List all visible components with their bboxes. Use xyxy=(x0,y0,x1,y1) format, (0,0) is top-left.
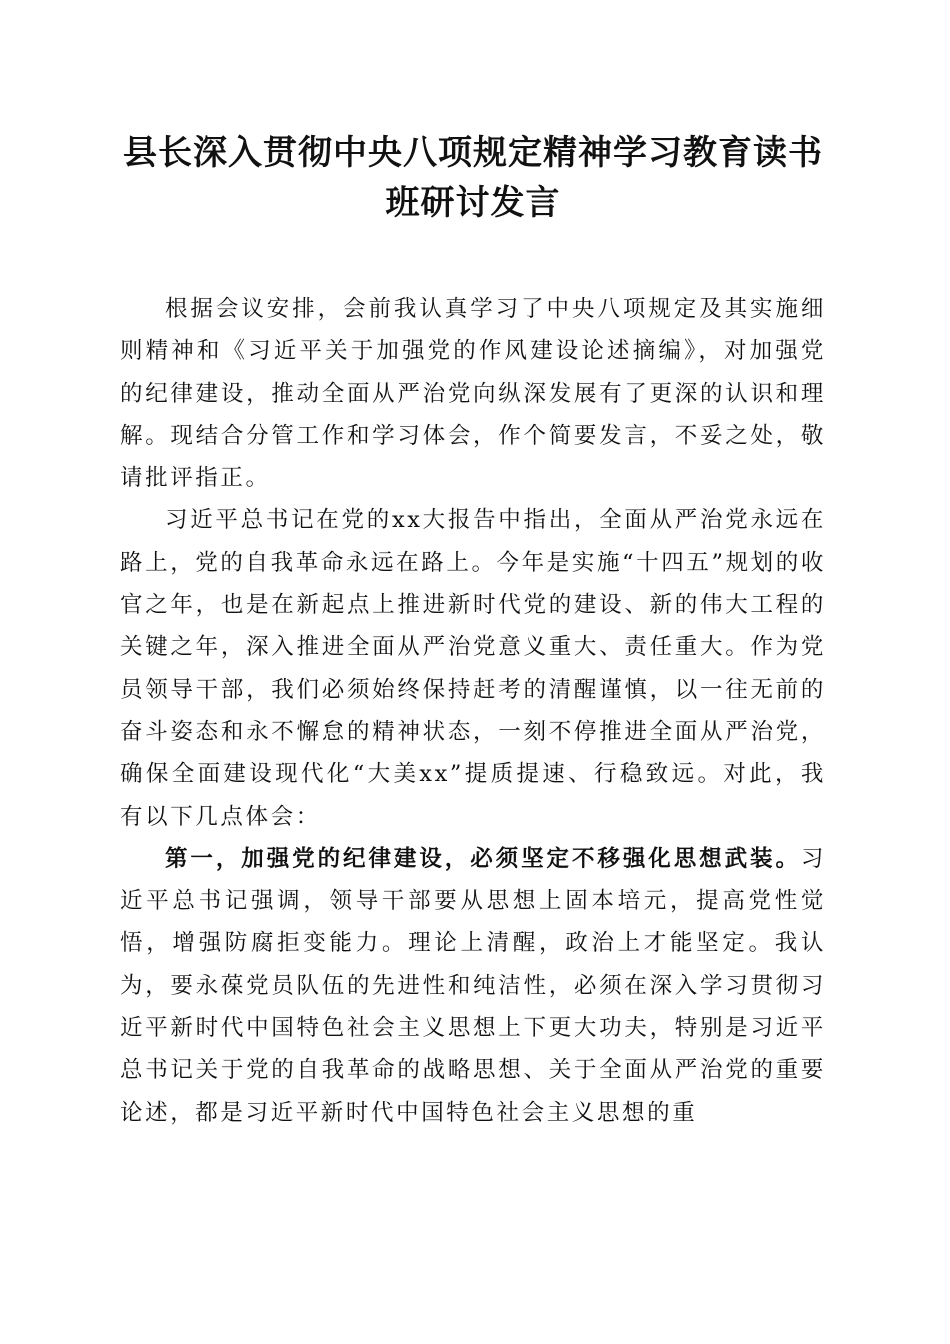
paragraph-text: 根据会议安排，会前我认真学习了中央八项规定及其实施细则精神和《习近平关于加强党的作风建设论述摘编》，对加强党的纪律建设，推动全面从严治党向纵深发展有了更深的认识和理解。现结合分管工作和学习体会，作个简要发言，不妥之处，敬请批评指正。 xyxy=(120,296,826,492)
paragraph-text: 习近平总书记在党的xx大报告中指出，全面从严治党永远在路上，党的自我革命永远在路上。今年是实施“十四五”规划的收官之年，也是在新起点上推进新时代党的建设、新的伟大工程的关键之年，深入推进全面从严治党意义重大、责任重大。作为党员领导干部，我们必须始终保持赶考的清醒谨慎，以一往无前的奋斗姿态和永不懈怠的精神状态，一刻不停推进全面从严治党，确保全面建设现代化“大美xx”提质提速、行稳致远。对此，我有以下几点体会： xyxy=(120,507,826,830)
title-line-2: 班研讨发言 xyxy=(385,183,561,223)
document-body xyxy=(120,288,826,1134)
paragraph-text: 习近平总书记强调，领导干部要从思想上固本培元，提高党性觉悟，增强防腐拒变能力。理论上清醒，政治上才能坚定。我认为，要永葆党员队伍的先进性和纯洁性，必须在深入学习贯彻习近平新时代中国特色社会主义思想上下更大功夫，特别是习近平总书记关于党的自我革命的战略思想、关于全面从严治党的重要论述，都是习近平新时代中国特色社会主义思想的重 xyxy=(120,845,826,1126)
paragraph-lead-heading: 第一，加强党的纪律建设，必须坚定不移强化思想武装。 xyxy=(165,845,801,872)
document-title xyxy=(120,128,826,228)
paragraph-point-one xyxy=(120,838,826,1134)
paragraph-background xyxy=(120,499,826,837)
document-page xyxy=(120,128,826,1134)
title-line-1: 县长深入贯彻中央八项规定精神学习教育读书 xyxy=(123,133,823,173)
paragraph-intro xyxy=(120,288,826,499)
